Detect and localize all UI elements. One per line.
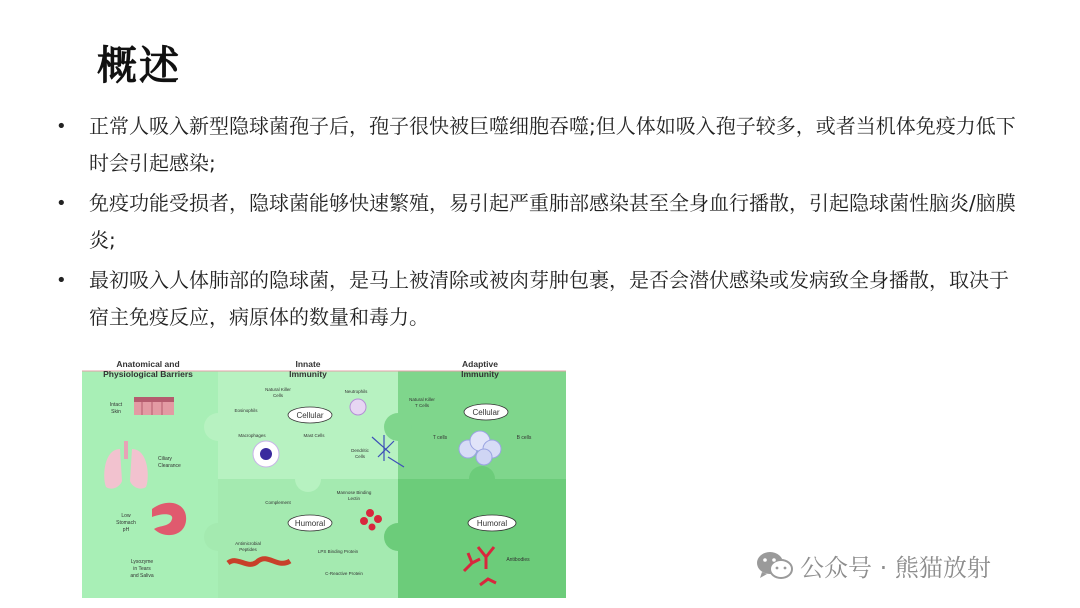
- humoral-adaptive-label: Humoral: [476, 519, 508, 528]
- lysozyme-label-2: in Tears: [133, 566, 151, 572]
- col1-title-line1: Anatomical and: [116, 359, 180, 369]
- watermark-text: 公众号 · 熊猫放射: [800, 554, 991, 582]
- bullet-marker: •: [56, 270, 67, 291]
- nk-label-1: Natural Killer: [265, 387, 291, 392]
- skin-icon: [134, 397, 174, 415]
- crp-label: C-Reactive Protein: [325, 571, 363, 576]
- bullet-text: 最初吸入人体肺部的隐球菌，是马上被清除或被肉芽肿包裹，是否会潜伏感染或发病致全身播散，取决于宿主免疫反应，病原体的数量和毒力。: [89, 268, 1009, 329]
- nkt-label-2: T Cells: [415, 403, 429, 408]
- stomach-label-3: pH: [122, 527, 130, 533]
- lps-label: LPS Binding Protein: [317, 549, 359, 554]
- stomach-label-1: Low: [121, 513, 131, 519]
- ciliary-label-1: Ciliary: [158, 456, 172, 462]
- col2-title-line1: Innate: [295, 359, 321, 369]
- nkt-label-1: Natural Killer: [409, 397, 435, 402]
- cellular-adaptive-label: Cellular: [472, 408, 500, 417]
- nk-label-2: Cells: [272, 393, 284, 398]
- cellular-innate-label: Cellular: [296, 411, 324, 420]
- dendritic-label-1: Dendritic: [351, 448, 369, 453]
- bullet-marker: •: [56, 116, 67, 137]
- antibodies-label: Antibodies: [506, 557, 530, 563]
- bullet-text: 免疫功能受损者，隐球菌能够快速繁殖，易引起严重肺部感染甚至全身血行播散，引起隐球菌性脑炎/脑膜炎;: [89, 191, 1016, 252]
- lysozyme-label-3: and Saliva: [130, 573, 154, 579]
- complement-label: Complement: [265, 500, 291, 505]
- mast-cells-label: Mast Cells: [303, 433, 325, 438]
- mannose-label-2: Lectin: [347, 496, 361, 501]
- skin-label-2: Skin: [111, 409, 121, 415]
- lysozyme-label-1: Lysozyme: [130, 559, 154, 565]
- b-cells-label: B cells: [516, 435, 532, 441]
- skin-label-1: Intact: [109, 402, 123, 408]
- eosinophils-label: Eosinophils: [234, 408, 258, 413]
- t-cells-label: T cells: [432, 435, 448, 441]
- col3-title-line2: Immunity: [461, 369, 499, 379]
- antimicrobial-label-2: Peptides: [239, 547, 257, 552]
- bullet-marker: •: [56, 193, 67, 214]
- neutrophils-label: Neutrophils: [344, 389, 368, 394]
- antimicrobial-label-1: Antimicrobial: [235, 541, 261, 546]
- col1-title-line2: Physiological Barriers: [103, 369, 193, 379]
- mannose-label-1: Mannose Binding: [336, 490, 372, 495]
- bullet-item: [56, 185, 1026, 259]
- col3-title-line1: Adaptive: [462, 359, 498, 369]
- neutrophil-icon: [350, 399, 366, 415]
- ciliary-label-2: Clearance: [158, 463, 181, 469]
- col2-title-line2: Immunity: [289, 369, 327, 379]
- bullet-item: [56, 108, 1026, 182]
- watermark: [756, 548, 991, 583]
- bullet-item: [56, 262, 1026, 336]
- wechat-icon: [756, 550, 794, 582]
- dendritic-label-2: Cells: [354, 454, 366, 459]
- humoral-innate-label: Humoral: [294, 519, 326, 528]
- macrophages-label: Macrophages: [238, 433, 266, 438]
- slide-title: 概述: [97, 43, 181, 89]
- immunity-figure: [82, 357, 566, 598]
- stomach-label-2: Stomach: [116, 520, 136, 526]
- immunity-puzzle-diagram: [82, 357, 566, 598]
- bullet-text: 正常人吸入新型隐球菌孢子后，孢子很快被巨噬细胞吞噬;但人体如吸入孢子较多，或者当机体免疫力低下时会引起感染;: [89, 114, 1016, 175]
- bullet-list: [56, 108, 1026, 339]
